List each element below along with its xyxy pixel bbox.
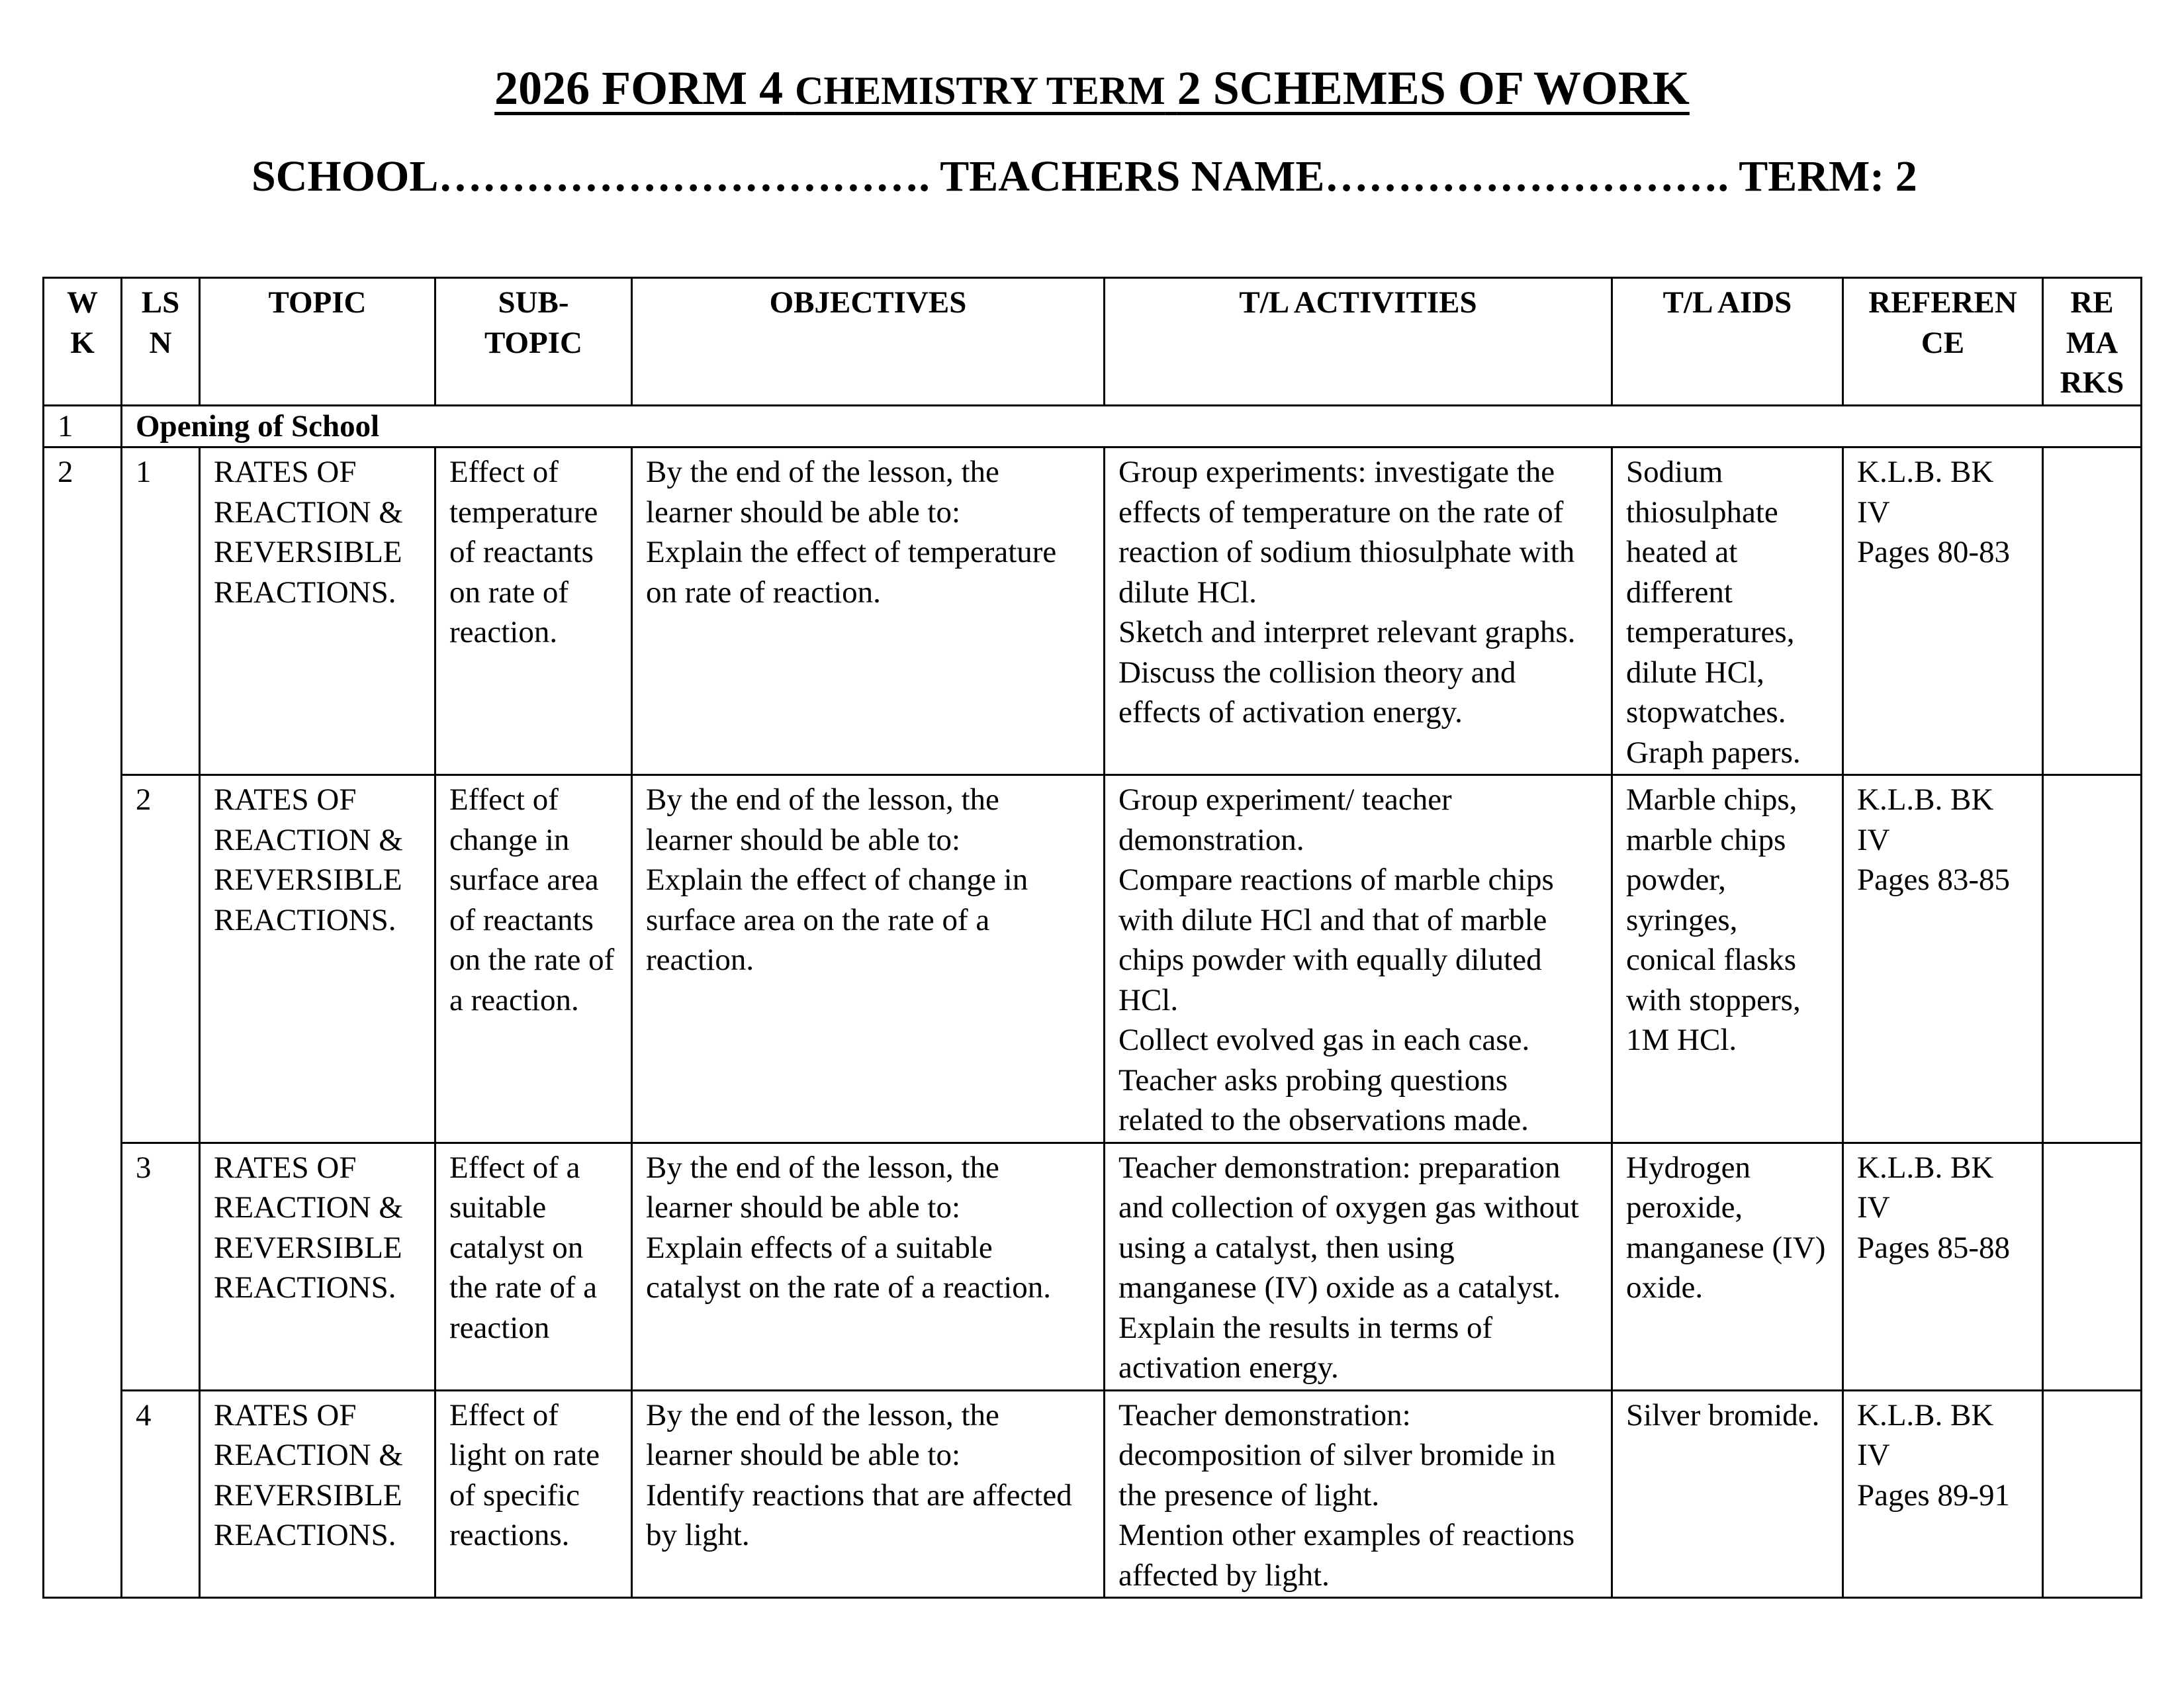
activities-cell: Group experiments: investigate the effects of temperature on the rate of reaction of sodium thiosulphate with dilute HCl. Sketch and interpret relevant graphs. Discuss the collision theory and effects of activation energy. <box>1105 447 1612 775</box>
header-activities: T/L ACTIVITIES <box>1105 278 1612 406</box>
aids-cell: Marble chips, marble chips powder, syringes, conical flasks with stoppers, 1M HCl. <box>1612 775 1843 1143</box>
table-row <box>44 447 2142 775</box>
subtopic-cell: Effect of light on rate of specific reactions. <box>435 1390 632 1598</box>
lesson-number: 4 <box>122 1390 200 1598</box>
subtopic-cell: Effect of a suitable catalyst on the rate of a reaction <box>435 1143 632 1390</box>
topic-cell: RATES OF REACTION & REVERSIBLE REACTIONS. <box>200 447 435 775</box>
header-objectives: OBJECTIVES <box>632 278 1105 406</box>
header-subtopic: SUB- TOPIC <box>435 278 632 406</box>
activities-cell: Group experiment/ teacher demonstration. Compare reactions of marble chips with dilute HCl and that of marble chips powder with equally diluted HCl. Collect evolved gas in each case. Teacher asks probing questions related to the observations made. <box>1105 775 1612 1143</box>
aids-cell: Silver bromide. <box>1612 1390 1843 1598</box>
subtopic-cell: Effect of change in surface area of reactants on the rate of a reaction. <box>435 775 632 1143</box>
table-header-row <box>44 278 2142 406</box>
title-subject-term: CHEMISTRY TERM <box>795 69 1165 113</box>
title-term-rest: 2 SCHEMES OF WORK <box>1177 62 1690 115</box>
reference-cell: K.L.B. BK IV Pages 80-83 <box>1843 447 2043 775</box>
header-aids: T/L AIDS <box>1612 278 1843 406</box>
title-year-form: 2026 FORM 4 <box>494 62 784 115</box>
header-reference: REFEREN CE <box>1843 278 2043 406</box>
reference-cell: K.L.B. BK IV Pages 83-85 <box>1843 775 2043 1143</box>
reference-cell: K.L.B. BK IV Pages 85-88 <box>1843 1143 2043 1390</box>
table-row <box>44 1390 2142 1598</box>
document-subtitle: SCHOOL……………………………. TEACHERS NAME………………………. TERM: 2 <box>251 152 1917 201</box>
header-week: W K <box>44 278 122 406</box>
topic-cell: RATES OF REACTION & REVERSIBLE REACTIONS. <box>200 1143 435 1390</box>
opening-week: 1 <box>44 405 122 447</box>
lesson-number: 1 <box>122 447 200 775</box>
header-topic: TOPIC <box>200 278 435 406</box>
aids-cell: Hydrogen peroxide, manganese (IV) oxide. <box>1612 1143 1843 1390</box>
topic-cell: RATES OF REACTION & REVERSIBLE REACTIONS. <box>200 1390 435 1598</box>
aids-cell: Sodium thiosulphate heated at different temperatures, dilute HCl, stopwatches. Graph papers. <box>1612 447 1843 775</box>
remarks-cell <box>2043 1143 2142 1390</box>
header-remarks: RE MA RKS <box>2043 278 2142 406</box>
opening-row <box>44 405 2142 447</box>
subtopic-cell: Effect of temperature of reactants on rate of reaction. <box>435 447 632 775</box>
title-main <box>494 62 1690 115</box>
reference-cell: K.L.B. BK IV Pages 89-91 <box>1843 1390 2043 1598</box>
activities-cell: Teacher demonstration: preparation and collection of oxygen gas without using a catalyst, then using manganese (IV) oxide as a catalyst. Explain the results in terms of activation energy. <box>1105 1143 1612 1390</box>
week-number: 2 <box>44 447 122 1598</box>
activities-cell: Teacher demonstration: decomposition of silver bromide in the presence of light. Mention other examples of reactions affected by light. <box>1105 1390 1612 1598</box>
remarks-cell <box>2043 1390 2142 1598</box>
lesson-number: 2 <box>122 775 200 1143</box>
objectives-cell: By the end of the lesson, the learner should be able to: Explain the effect of temperature on rate of reaction. <box>632 447 1105 775</box>
remarks-cell <box>2043 775 2142 1143</box>
topic-cell: RATES OF REACTION & REVERSIBLE REACTIONS. <box>200 775 435 1143</box>
objectives-cell: By the end of the lesson, the learner should be able to: Explain effects of a suitable catalyst on the rate of a reaction. <box>632 1143 1105 1390</box>
scheme-of-work-table <box>42 277 2142 1599</box>
lesson-number: 3 <box>122 1143 200 1390</box>
objectives-cell: By the end of the lesson, the learner should be able to: Identify reactions that are affected by light. <box>632 1390 1105 1598</box>
table-row <box>44 775 2142 1143</box>
document-title <box>0 58 2184 120</box>
objectives-cell: By the end of the lesson, the learner should be able to: Explain the effect of change in surface area on the rate of a reaction. <box>632 775 1105 1143</box>
header-lesson: LS N <box>122 278 200 406</box>
table-row <box>44 1143 2142 1390</box>
opening-text: Opening of School <box>122 405 2142 447</box>
remarks-cell <box>2043 447 2142 775</box>
